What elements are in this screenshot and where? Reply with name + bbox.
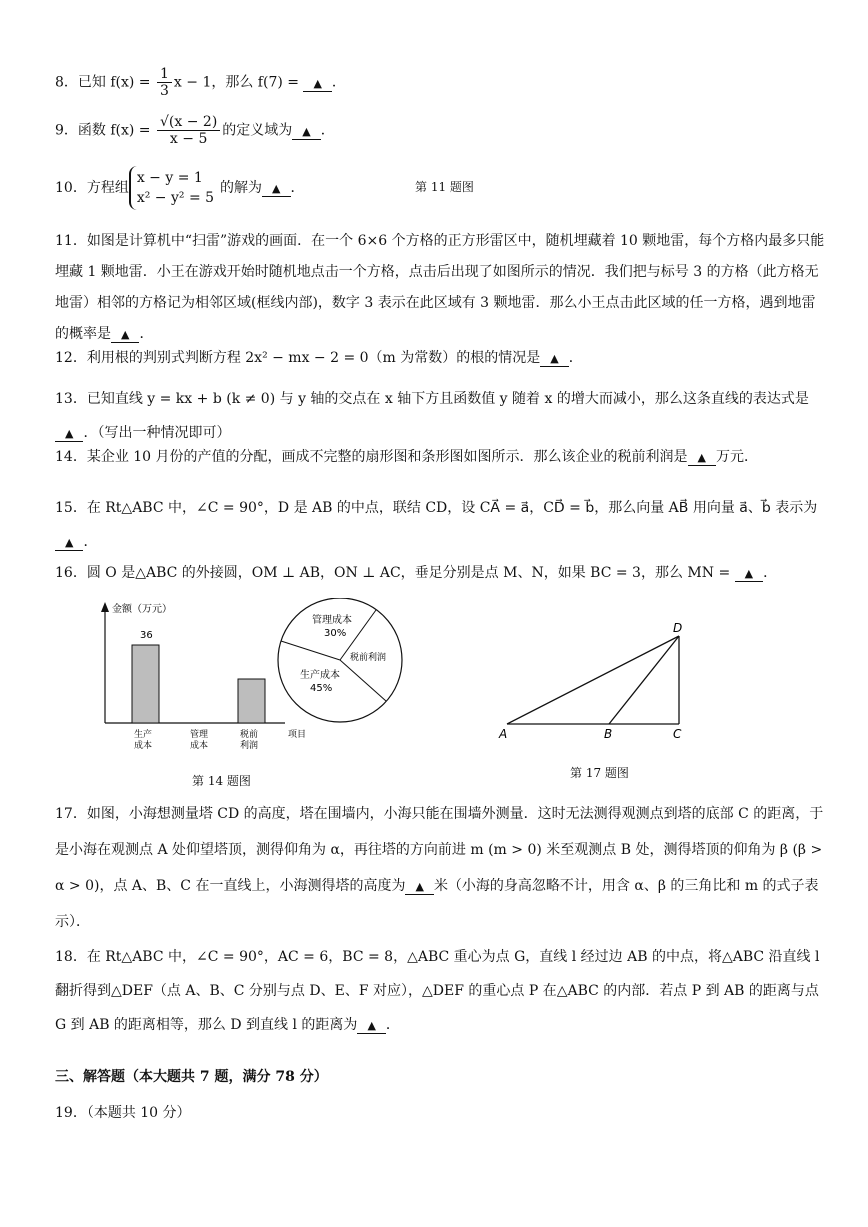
pie-pct-production: 45% bbox=[310, 683, 333, 694]
question-17: 17．如图，小海想测量塔 CD 的高度，塔在围墙内，小海只能在围墙外测量．这时无法测得观测点到塔的底部 C 的距离，于是小海在观测点 A 处仰望塔顶，测得仰角为 α，再往塔的方向前进 m (m > 0) 米至观测点 B 处，测得塔顶的仰角为 β (β > α > 0)，点 A、B、C 在一直线上，小海测得塔的高度为 ▲ 米（小海的身高忽略不计，用含 α、β 的三角比和 m 的式子表示）． bbox=[55, 806, 824, 930]
figure-14 bbox=[90, 598, 410, 758]
question-15: 15．在 Rt△ABC 中，∠C = 90°，D 是 AB 的中点，联结 CD，设 CA⃗ = a⃗，CD⃗ = b⃗，那么向量 AB⃗ 用向量 a⃗、b⃗ 表示为▲ ． bbox=[55, 500, 818, 550]
answer-blank[interactable]: ▲ bbox=[405, 880, 433, 895]
segment-bd bbox=[609, 636, 679, 724]
x-axis-title: 项目 bbox=[288, 730, 307, 740]
figure-11-label: 第 11 题图 bbox=[415, 180, 474, 194]
answer-blank[interactable]: ▲ bbox=[292, 125, 320, 140]
figure-14-caption: 第 14 题图 bbox=[192, 774, 251, 788]
x-category-profit: 税前利润 bbox=[240, 730, 259, 751]
answer-blank[interactable]: ▲ bbox=[55, 536, 83, 551]
point-c-label: C bbox=[673, 727, 682, 741]
fraction: $\frac{1}{3}$ bbox=[157, 66, 172, 99]
point-a-label: A bbox=[499, 727, 508, 741]
bar-production bbox=[132, 645, 159, 723]
point-d-label: D bbox=[673, 621, 683, 635]
question-18: 18．在 Rt△ABC 中，∠C = 90°，AC = 6，BC = 8，△ABC 重心为点 G，直线 l 经过边 AB 的中点，将△ABC 沿直线 l 翻折得到△DEF（点 A、B、C 分别与点 D、E、F 对应），△DEF 的重心点 P 在△ABC 的内部．若点 P 到 AB 的距离与点 G 到 AB 的距离相等，那么 D 到直线 l 的距离为 ▲ ． bbox=[55, 949, 820, 1033]
answer-blank[interactable]: ▲ bbox=[357, 1019, 385, 1034]
pie-label-profit: 税前利润 bbox=[350, 653, 387, 663]
question-11: 11．如图是计算机中“扫雷”游戏的画面．在一个 6×6 个方格的正方形雷区中，随机埋藏着 10 颗地雷，每个方格内最多只能埋藏 1 颗地雷．小王在游戏开始时随机地点击一个方格，点击后出现了如图所示的情况．我们把与标号 3 的方格（此方格无地雷）相邻的方格记为相邻区域(框线内部)，数字 3 表示在此区域有 3 颗地雷．那么小王点击此区域的任一方格，遇到地雷的概率是 ▲ ． bbox=[55, 233, 825, 342]
answer-blank[interactable]: ▲ bbox=[262, 182, 290, 197]
section-heading: 三、解答题（本大题共 7 题，满分 78 分） bbox=[55, 1069, 328, 1085]
question-14: 14．某企业 10 月份的产值的分配，画成不完整的扇形图和条形图如图所示．那么该企业的税前利润是 ▲ 万元． bbox=[55, 449, 758, 465]
question-19: 19．（本题共 10 分） bbox=[55, 1105, 191, 1121]
pie-label-management: 管理成本 bbox=[312, 615, 352, 626]
x-category-management: 管理成本 bbox=[190, 730, 209, 751]
answer-blank[interactable]: ▲ bbox=[688, 451, 716, 466]
figure-17 bbox=[495, 618, 695, 744]
question-16: 16．圆 O 是△ABC 的外接圆，OM ⊥ AB，ON ⊥ AC，垂足分别是点 M、N，如果 BC = 3，那么 MN = ▲ ． bbox=[55, 565, 778, 581]
answer-blank[interactable]: ▲ bbox=[540, 352, 568, 367]
x-category-production: 生产成本 bbox=[134, 730, 153, 751]
question-10: 10．方程组 x − y = 1 x² − y² = 5 的解为 ▲ ． 第 11 题图 bbox=[55, 166, 826, 210]
bar-profit bbox=[238, 679, 265, 723]
question-8: 8．已知 f(x) = $\frac{1}{3}$ x − 1，那么 f(7) = ▲ ． bbox=[55, 66, 346, 99]
figure-17-caption: 第 17 题图 bbox=[570, 766, 629, 780]
point-b-label: B bbox=[604, 727, 613, 741]
pie-pct-management: 30% bbox=[324, 628, 347, 639]
answer-blank[interactable]: ▲ bbox=[303, 77, 331, 92]
segment-ad bbox=[507, 636, 679, 724]
y-axis-arrow-icon bbox=[101, 602, 109, 612]
pie-label-production: 生产成本 bbox=[300, 670, 340, 681]
equation-system: x − y = 1 x² − y² = 5 bbox=[129, 166, 220, 210]
bar-label: 36 bbox=[140, 630, 153, 641]
answer-blank[interactable]: ▲ bbox=[55, 427, 83, 442]
question-12: 12．利用根的判别式判断方程 2x² − mx − 2 = 0（m 为常数）的根的情况是 ▲ ． bbox=[55, 350, 583, 366]
answer-blank[interactable]: ▲ bbox=[735, 567, 763, 582]
question-9: 9．函数 f(x) = $\frac{√(x - 2)}{x - 5}$ 的定义域为 ▲ ． bbox=[55, 114, 335, 147]
y-axis-title: 金额（万元） bbox=[112, 604, 172, 615]
fraction: $\frac{√(x - 2)}{x - 5}$ bbox=[157, 114, 220, 147]
answer-blank[interactable]: ▲ bbox=[111, 328, 139, 343]
question-13: 13．已知直线 y = kx + b (k ≠ 0) 与 y 轴的交点在 x 轴下方且函数值 y 随着 x 的增大而减小，那么这条直线的表达式是▲ ．（写出一种情况即可） bbox=[55, 391, 809, 441]
